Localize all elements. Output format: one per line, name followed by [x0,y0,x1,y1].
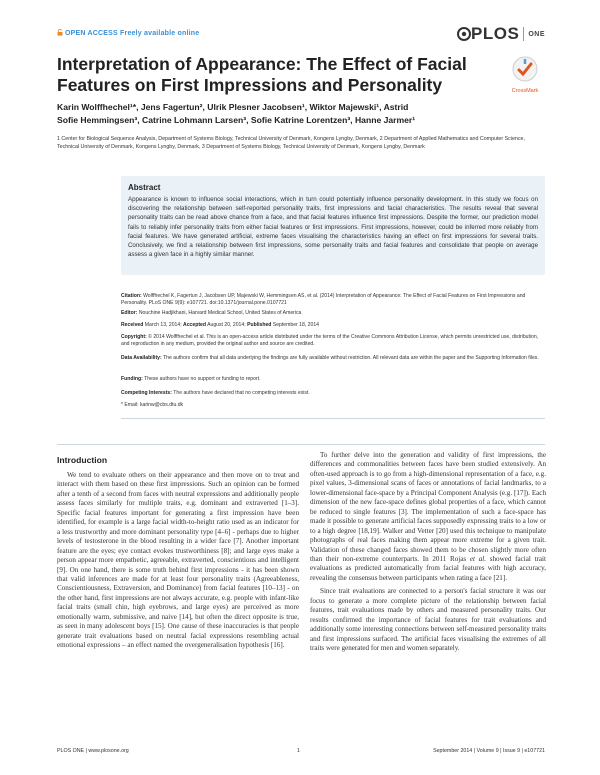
footer-page-number: 1 [297,748,300,754]
copyright-text: © 2014 Wolffhechel et al. This is an open-access article distributed under the terms of the Creative Commons Attribution License, which permits unrestricted use, distribution, and reproduction in any medium, provided the original author and source are credited. [121,334,539,348]
published-label: Published [247,322,272,328]
authors-line-1: Karin Wolffhechel¹*, Jens Fagertun², Ulrik Plesner Jacobsen¹, Wiktor Majewski¹, Astrid [57,102,409,112]
received-date: March 13, 2014; [144,322,182,328]
funding-line [121,376,545,383]
body-top-divider [57,444,545,445]
intro-paragraph-2 [310,451,546,583]
editor-line [121,310,545,317]
authors-line-2: Sofie Hemmingsen³, Catrine Lohmann Larsen³, Sofie Katrine Lorentzen³, Hanne Jarmer¹ [57,115,416,125]
footer-journal: PLOS ONE | www.plosone.org [57,748,129,754]
copyright-label: Copyright: [121,334,147,340]
body-column-right [310,451,546,658]
plos-one-logo[interactable] [457,24,545,44]
affiliations: 1 Center for Biological Sequence Analysis, Department of Systems Biology, Technical University of Denmark, Kongens Lyngby, Denmark, 2 Department of Applied Mathematics and Computer Science, Technical University of Denmark, Kongens Lyngby, Denmark, 3 Department of Systems Biology, Technical University of Denmark, Kongens Lyngby, Denmark [57,136,525,150]
body-column-left [57,451,299,655]
intro-paragraph-3: Since trait evaluations are connected to a person's facial structure it was our focus to generate a more complete picture of the relationship between facial features, trait evaluations made by others and measured personality traits. Our results confirmed the importance of facial features for trait evaluations and additionally some interesting connections between self-measured personality traits and first impressions surfaced. The artificial faces visualising the extremes of all traits were generated for men and women separately. [310,587,546,653]
open-access-banner [57,29,199,37]
plos-logo-icon [457,27,471,41]
open-access-text: OPEN ACCESS Freely available online [65,30,200,37]
competing-text: The authors have declared that no competing interests exist. [173,390,310,396]
introduction-heading: Introduction [57,455,108,465]
editor-label: Editor: [121,310,138,316]
dates-line [121,322,545,329]
journal-sub: ONE [528,30,545,38]
intro-paragraph-2-a: To further delve into the generation and validity of first impressions, the differences and commonalities between faces have been studied extensively. An often-used approach is to go from a high-dimensional representation of a face, e.g. pixel values, 3-dimensional scans of faces or annotations of facial landmarks, to a lower-dimensional face-space by a Principal Component Analysis (e.g. [17]). Each dimension of the new face-space defines global properties of a face, which cannot be reduced to single features [3]. The implementation of such a face-space has made it possible to generate artificial faces supposedly expressing traits to a low or to a high degree [18,19]. Walker and Vetter [20] used this technique to manipulate photographs of real faces making them appear more extreme for a given trait. Validation of these changed faces showed them to be chosen slightly more often than their non-extreme counterparts. In 2011 Rojas [310,451,546,563]
competing-label: Competing Interests: [121,390,172,396]
abstract-box [121,176,545,275]
copyright-block [121,334,545,349]
plos-wordmark: PLOS [471,24,520,43]
footer-issue: September 2014 | Volume 9 | Issue 9 | e107721 [433,748,545,754]
editor-text: Nouchine Hadjikhani, Harvard Medical School, United States of America [138,310,302,316]
competing-interests-line [121,390,545,397]
intro-paragraph-1: We tend to evaluate others on their appearance and then move on to treat and interact with them based on these first impressions. Such an opinion can be formed after a tenth of a second from faces with neutral expressions and additionally people assess faces similarly for multiple traits, e.g. dominant and extraverted [1–3]. Specific facial features important for generating a first impression have been identified, for example is a large facial width-to-height ratio used as an indicator for a less trustworthy and more dominant personality type [4–6] - perhaps due to higher levels of testosterone in the blood resulting in a wider face [7]. Another important feature are the eyes; eye contact evokes trustworthiness [8]; and large eyes make a person appear more empathetic, agreeable, extraverted, conscientious and intelligent [9]. On one hand, there is some truth behind first impressions - it has been shown that valid inferences are made for at least four personality traits (Agreeableness, Conscientiousness, Extraversion, and Dominance) from facial features [10–13] - on the other hand, first impressions are not always accurate, e.g. people with infant-like facial traits (small chin, high eyebrows, and large eyes) are perceived as more emotionally warm, submissive, and naive [14], but often the direct opposite is true, as seen in many adolescent boys [15]. One cause of these inaccuracies is that people generate trait evaluations based on neutral facial expressions resembling actual emotional expressions – an effect named the overgeneralisation hypothesis [16]. [57,471,299,650]
intro-paragraph-2-b: showed facial trait evaluations as predicted automatically from facial features with high accuracy, revealing the consensus between participants when rating a face [21]. [310,554,546,582]
journal-header [57,24,545,44]
citation-block [121,293,545,308]
data-availability-text: The authors confirm that all data underlying the findings are fully available without restriction. All relevant data are within the paper and the Supporting Information files. [163,355,539,361]
abstract-text: Appearance is known to influence social interactions, which in turn could potentially influence personality development. In this study we focus on discovering the relationship between self-reported personality traits, first impressions and facial characteristics. The results reveal that several personality traits can be read above chance from a face, and that facial features influence first impressions. Despite the former, our prediction model fails to reliably infer personality traits from either facial features or first impressions. First impressions, however, could be inferred more reliably from facial features. We have generated artificial, extreme faces visualising the characteristics having an effect on first impressions for several traits. Conclusively, we find a relationship between first impressions, some personality traits and facial features and consolidate that people on average assess a given face in a highly similar manner. [128,196,538,259]
data-availability-label: Data Availability: [121,355,162,361]
accepted-label: Accepted [183,322,206,328]
data-availability-block [121,355,545,362]
author-list [57,101,545,127]
open-access-lock-icon [57,29,63,36]
logo-divider [523,27,524,41]
abstract-heading: Abstract [128,183,161,192]
citation-text: Wolffhechel K, Fagertun J, Jacobsen UP, Majewski W, Hemmingsen AS, et al. (2014) Interpretation of Appearance: The Effect of Facial Features on First Impressions and Personality. PLoS ONE 9(9): e107721. doi:10.1371/journal.pone.0107721 [121,293,526,307]
published-date: September 18, 2014 [272,322,319,328]
crossmark-badge[interactable] [507,56,543,94]
received-label: Received [121,322,144,328]
citation-label: Citation: [121,293,142,299]
email-line[interactable] [121,402,545,409]
article-title: Interpretation of Appearance: The Effect of Facial Features on First Impressions and Personality [57,54,467,95]
crossmark-icon [512,56,538,82]
corresponding-email[interactable]: * Email: karinw@cbs.dtu.dk [121,402,184,408]
funding-text: These authors have no support or funding to report. [144,376,261,382]
intro-paragraph-2-em: et al. [469,554,486,563]
accepted-date: August 20, 2014; [207,322,246,328]
funding-label: Funding: [121,376,143,382]
crossmark-label: CrossMark [511,88,539,94]
meta-divider [121,418,545,419]
